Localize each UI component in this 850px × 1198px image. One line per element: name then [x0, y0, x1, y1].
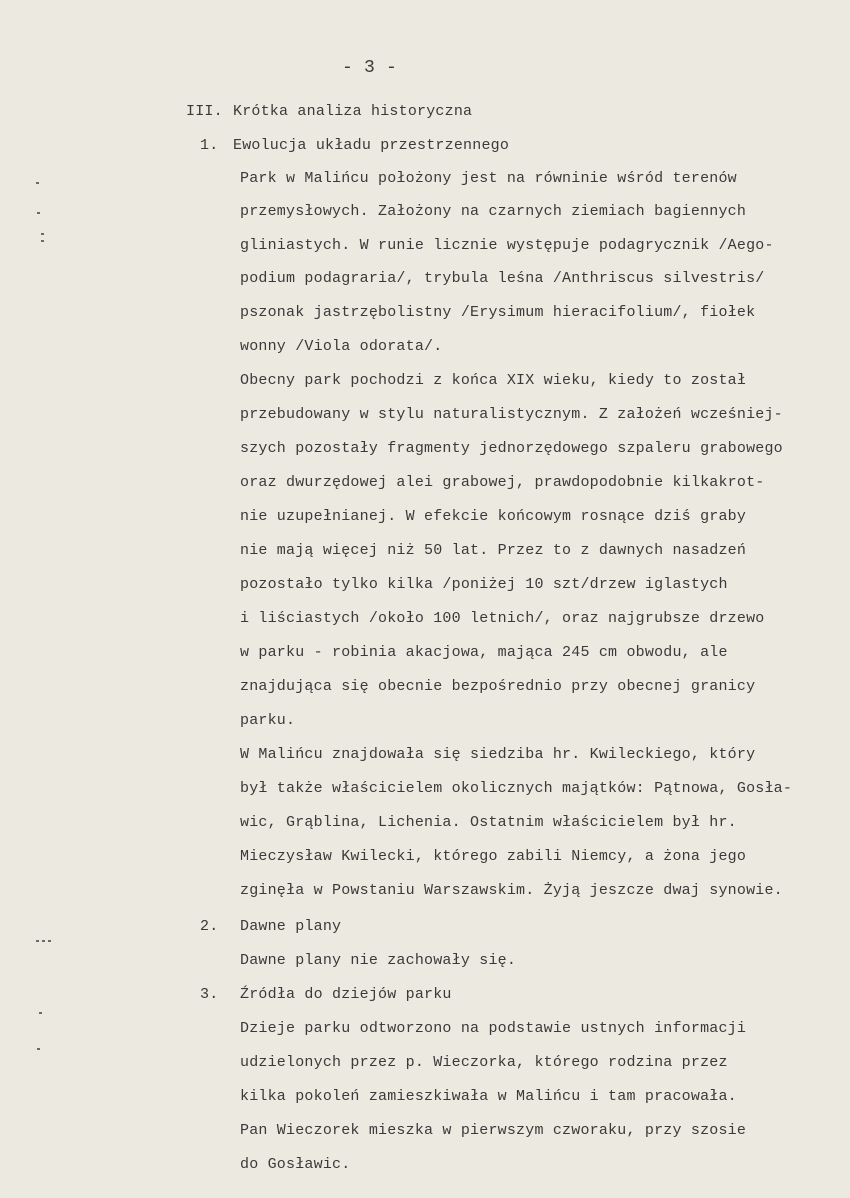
margin-speck [42, 940, 45, 942]
margin-speck [37, 1048, 40, 1050]
text-line: pszonak jastrzębolistny /Erysimum hieracifolium/, fiołek [240, 304, 756, 321]
text-line: znajdująca się obecnie bezpośrednio przy obecnej granicy [240, 678, 756, 695]
text-line: Park w Malińcu położony jest na równinie wśród terenów [240, 170, 737, 187]
section-title: Krótka analiza historyczna [233, 103, 473, 120]
text-line: wic, Grąblina, Lichenia. Ostatnim właścicielem był hr. [240, 814, 737, 831]
text-line: Dzieje parku odtworzono na podstawie ustnych informacji [240, 1020, 747, 1037]
subsection-3-number: 3. [200, 986, 219, 1003]
subsection-3-title: Źródła do dziejów parku [240, 986, 452, 1003]
text-line: był także właścicielem okolicznych majątków: Pątnowa, Gosła- [240, 780, 793, 797]
section-number: III. [186, 103, 223, 120]
page-number: - 3 - [342, 58, 398, 78]
text-line: nie mają więcej niż 50 lat. Przez to z dawnych nasadzeń [240, 542, 747, 559]
margin-speck [41, 233, 44, 235]
text-line: gliniastych. W runie licznie występuje podagrycznik /Aego- [240, 237, 774, 254]
text-line: przemysłowych. Założony na czarnych ziemiach bagiennych [240, 203, 747, 220]
margin-speck [48, 940, 51, 942]
text-line: W Malińcu znajdowała się siedziba hr. Kwileckiego, który [240, 746, 756, 763]
text-line: oraz dwurzędowej alei grabowej, prawdopodobnie kilkakrot- [240, 474, 765, 491]
margin-speck [37, 212, 40, 214]
text-line: Dawne plany nie zachowały się. [240, 952, 517, 969]
text-line: podium podagraria/, trybula leśna /Anthriscus silvestris/ [240, 270, 765, 287]
margin-speck [39, 1012, 42, 1014]
text-line: szych pozostały fragmenty jednorzędowego szpaleru grabowego [240, 440, 783, 457]
text-line: parku. [240, 712, 296, 729]
margin-speck [36, 182, 39, 184]
text-line: kilka pokoleń zamieszkiwała w Malińcu i tam pracowała. [240, 1088, 737, 1105]
text-line: Mieczysław Kwilecki, którego zabili Niemcy, a żona jego [240, 848, 747, 865]
text-line: i liściastych /około 100 letnich/, oraz najgrubsze drzewo [240, 610, 765, 627]
margin-speck [36, 940, 39, 942]
text-line: w parku - robinia akacjowa, mająca 245 cm obwodu, ale [240, 644, 728, 661]
subsection-1-number: 1. [200, 137, 219, 154]
text-line: przebudowany w stylu naturalistycznym. Z założeń wcześniej- [240, 406, 783, 423]
text-line: nie uzupełnianej. W efekcie końcowym rosnące dziś graby [240, 508, 747, 525]
text-line: wonny /Viola odorata/. [240, 338, 443, 355]
text-line: udzielonych przez p. Wieczorka, którego rodzina przez [240, 1054, 728, 1071]
text-line: zginęła w Powstaniu Warszawskim. Żyją jeszcze dwaj synowie. [240, 882, 783, 899]
subsection-2-title: Dawne plany [240, 918, 342, 935]
margin-speck [41, 240, 44, 242]
subsection-1-title: Ewolucja układu przestrzennego [233, 137, 510, 154]
text-line: Pan Wieczorek mieszka w pierwszym czworaku, przy szosie [240, 1122, 747, 1139]
text-line: pozostało tylko kilka /poniżej 10 szt/drzew iglastych [240, 576, 728, 593]
text-line: Obecny park pochodzi z końca XIX wieku, kiedy to został [240, 372, 747, 389]
subsection-2-number: 2. [200, 918, 219, 935]
text-line: do Gosławic. [240, 1156, 351, 1173]
